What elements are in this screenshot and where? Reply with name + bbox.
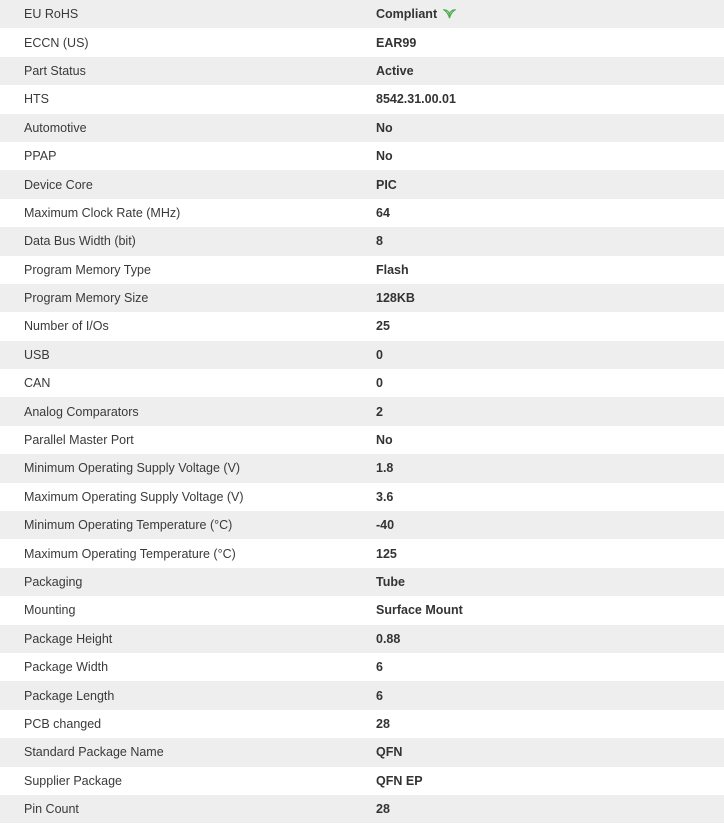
spec-row	[0, 454, 724, 482]
spec-row	[0, 539, 724, 567]
spec-label: PPAP	[24, 149, 57, 164]
spec-value: QFN EP	[376, 773, 423, 788]
spec-row	[0, 710, 724, 738]
spec-value-cell	[376, 170, 724, 198]
spec-value: 28	[376, 716, 390, 731]
spec-row	[0, 85, 724, 113]
spec-value-cell	[376, 227, 724, 255]
leaf-icon	[443, 8, 456, 19]
spec-row	[0, 681, 724, 709]
spec-label: Standard Package Name	[24, 745, 164, 760]
spec-value: No	[376, 433, 393, 448]
spec-row	[0, 369, 724, 397]
spec-label: Maximum Clock Rate (MHz)	[24, 205, 181, 220]
spec-label: HTS	[24, 92, 49, 107]
spec-value: 25	[376, 319, 390, 334]
spec-row	[0, 57, 724, 85]
spec-value-cell	[376, 795, 724, 823]
spec-label: Mounting	[24, 603, 76, 618]
spec-label: Package Length	[24, 688, 115, 703]
spec-value-cell	[376, 114, 724, 142]
spec-label: Program Memory Type	[24, 262, 151, 277]
spec-value: 6	[376, 660, 383, 675]
spec-value: EAR99	[376, 35, 417, 50]
spec-value-cell	[376, 539, 724, 567]
spec-value-cell	[376, 341, 724, 369]
spec-value: 28	[376, 802, 390, 817]
spec-row	[0, 0, 724, 28]
spec-label: ECCN (US)	[24, 35, 89, 50]
spec-value-cell	[376, 596, 724, 624]
spec-label: Number of I/Os	[24, 319, 109, 334]
spec-value-cell	[376, 653, 724, 681]
spec-value: 0	[376, 376, 383, 391]
spec-row	[0, 341, 724, 369]
spec-row	[0, 199, 724, 227]
spec-row	[0, 625, 724, 653]
spec-label: Device Core	[24, 177, 93, 192]
spec-label: Maximum Operating Supply Voltage (V)	[24, 489, 244, 504]
spec-label: PCB changed	[24, 716, 102, 731]
spec-label: Minimum Operating Temperature (°C)	[24, 518, 233, 533]
spec-value-cell	[376, 28, 724, 56]
spec-label: Supplier Package	[24, 773, 122, 788]
spec-label: USB	[24, 347, 50, 362]
spec-value: No	[376, 120, 393, 135]
spec-label: Parallel Master Port	[24, 433, 134, 448]
spec-value-cell	[376, 284, 724, 312]
spec-value: 128KB	[376, 291, 415, 306]
spec-value-cell	[376, 369, 724, 397]
spec-row	[0, 511, 724, 539]
spec-value: PIC	[376, 177, 397, 192]
spec-value: 64	[376, 205, 390, 220]
spec-row	[0, 397, 724, 425]
spec-row	[0, 426, 724, 454]
spec-row	[0, 568, 724, 596]
spec-value-cell	[376, 767, 724, 795]
spec-value: 1.8	[376, 461, 394, 476]
spec-label: EU RoHS	[24, 7, 79, 22]
spec-row	[0, 767, 724, 795]
spec-value: Tube	[376, 575, 405, 589]
spec-value: QFN	[376, 745, 403, 760]
spec-value: 125	[376, 546, 397, 561]
spec-value-cell	[376, 57, 724, 85]
spec-row	[0, 738, 724, 766]
spec-value-cell	[376, 681, 724, 709]
spec-value-cell	[376, 199, 724, 227]
spec-value-cell	[376, 85, 724, 113]
spec-label: Minimum Operating Supply Voltage (V)	[24, 461, 241, 476]
spec-value-cell	[376, 710, 724, 738]
spec-value: Active	[376, 63, 414, 78]
spec-value: Flash	[376, 262, 409, 277]
spec-row	[0, 114, 724, 142]
spec-value-cell	[376, 738, 724, 766]
spec-row	[0, 312, 724, 340]
spec-label: Package Width	[24, 660, 109, 675]
spec-row	[0, 256, 724, 284]
spec-label: CAN	[24, 376, 51, 391]
spec-value: No	[376, 149, 393, 164]
spec-value-cell	[376, 142, 724, 170]
spec-label: Pin Count	[24, 802, 79, 817]
spec-value-cell	[376, 426, 724, 454]
spec-row	[0, 142, 724, 170]
spec-value-cell	[376, 397, 724, 425]
spec-label: Automotive	[24, 120, 87, 135]
spec-value: Surface Mount	[376, 603, 463, 618]
spec-value: 2	[376, 404, 383, 419]
spec-label: Package Height	[24, 631, 113, 646]
spec-label: Program Memory Size	[24, 291, 149, 306]
spec-value: -40	[376, 518, 395, 533]
spec-value: 0.88	[376, 631, 401, 646]
spec-label: Data Bus Width (bit)	[24, 234, 136, 249]
spec-row	[0, 170, 724, 198]
spec-row	[0, 227, 724, 255]
spec-value-cell	[376, 0, 724, 28]
spec-row	[0, 28, 724, 56]
spec-value-cell	[376, 256, 724, 284]
spec-value: 8542.31.00.01	[376, 92, 456, 107]
spec-label: Part Status	[24, 63, 86, 78]
spec-value: Compliant	[376, 7, 438, 22]
spec-value: 6	[376, 688, 383, 703]
spec-value-cell	[376, 625, 724, 653]
spec-value-cell	[376, 511, 724, 539]
spec-row	[0, 284, 724, 312]
spec-label: Maximum Operating Temperature (°C)	[24, 546, 236, 561]
spec-value-cell	[376, 568, 724, 596]
spec-row	[0, 596, 724, 624]
spec-value-cell	[376, 454, 724, 482]
spec-value: 3.6	[376, 489, 394, 504]
spec-value: 8	[376, 234, 383, 249]
spec-row	[0, 483, 724, 511]
spec-value-cell	[376, 483, 724, 511]
spec-row	[0, 653, 724, 681]
spec-value: 0	[376, 347, 383, 362]
spec-label: Packaging	[24, 575, 83, 589]
spec-label: Analog Comparators	[24, 404, 139, 419]
spec-value-cell	[376, 312, 724, 340]
spec-row	[0, 795, 724, 823]
